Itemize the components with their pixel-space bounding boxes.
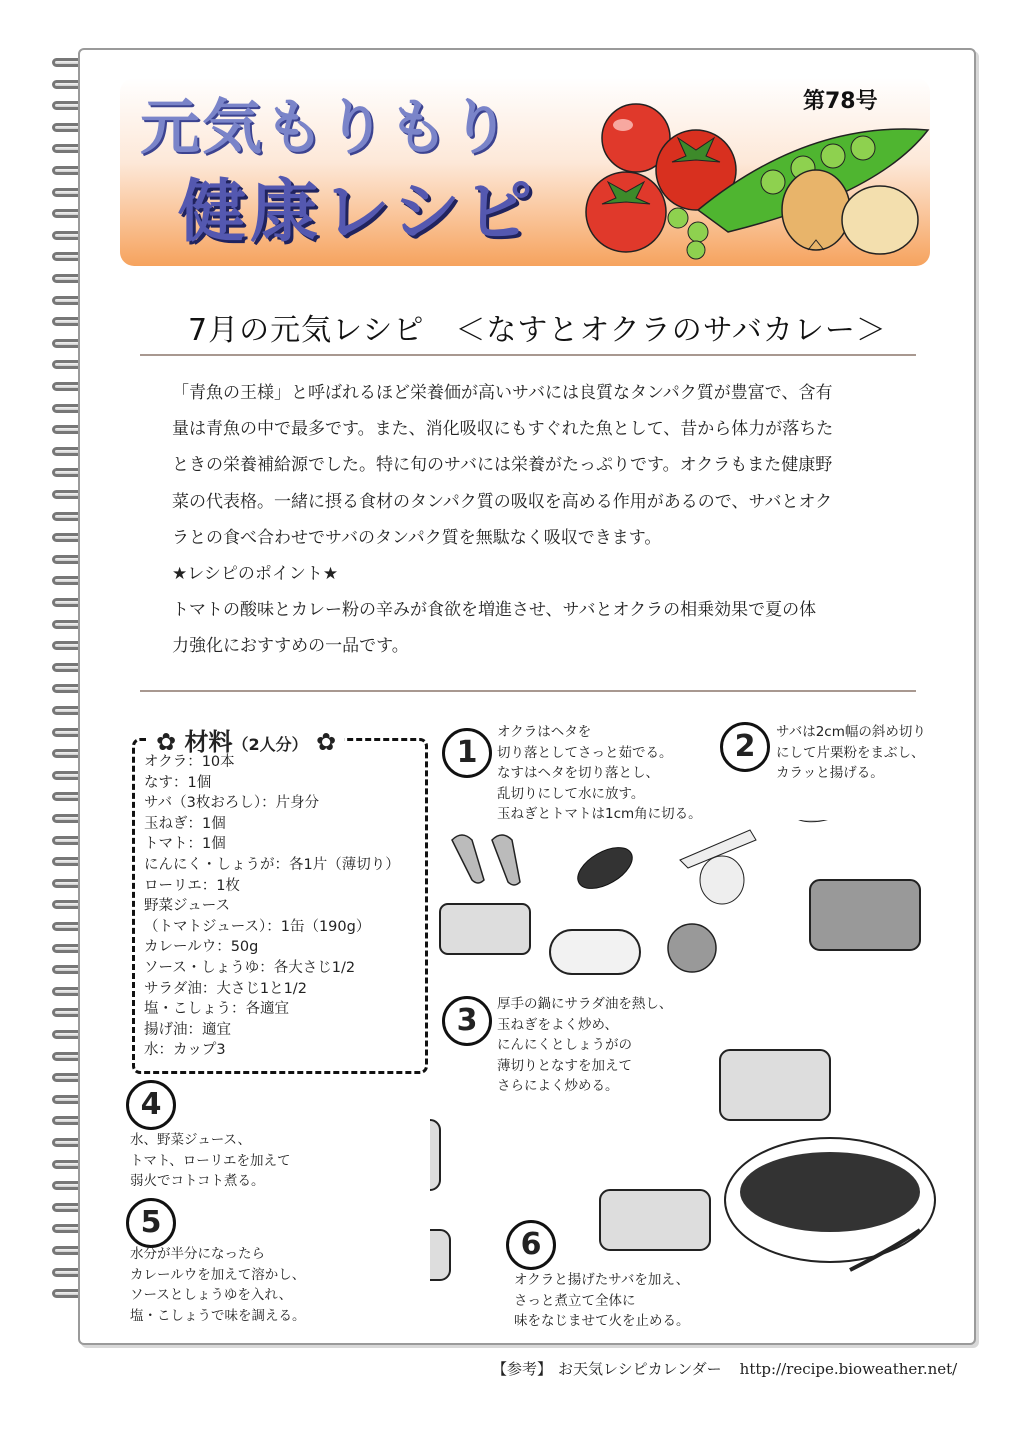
ingredient-item: 水：カップ3 xyxy=(144,1042,226,1059)
intro-line: ラとの食べ合わせでサバのタンパク質を無駄なく吸収できます。 xyxy=(172,527,662,548)
ingredient-item: （トマトジュース）：1缶（190g） xyxy=(144,918,371,935)
ingredient-item: オクラ：10本 xyxy=(144,754,235,770)
step-5-number: 5 xyxy=(126,1198,176,1248)
intro-line: 「青魚の王様」と呼ばれるほど栄養価が高いサバには良質なタンパク質が豊富で、含有 xyxy=(172,383,833,403)
footer-ref-label: 【参考】 xyxy=(492,1360,553,1378)
vegetables-illustration xyxy=(578,100,938,265)
step-1-number: 1 xyxy=(442,728,492,778)
ingredient-item: なす：1個 xyxy=(144,774,212,791)
tomato-icon xyxy=(586,172,666,252)
tomato-icon xyxy=(668,924,716,972)
ingredient-item: 塩・こしょう：各適宜 xyxy=(144,1001,289,1018)
issue-number: 第78号 xyxy=(803,89,878,114)
step-3-text: 厚手の鍋にサラダ油を熱し、 玉ねぎをよく炒め、 にんにくとしょうがの 薄切りとなすを加えて さらによく炒める。 xyxy=(497,996,673,1094)
step-6-number: 6 xyxy=(506,1220,556,1270)
ingredient-item: にんにく・しょうが：各1片（薄切り） xyxy=(144,856,400,873)
ingredients-list xyxy=(144,752,400,1061)
ingredient-item: 野菜ジュース xyxy=(144,898,230,915)
ingredients-servings: （2人分） xyxy=(232,735,308,754)
onion-icon xyxy=(700,856,744,904)
divider xyxy=(140,690,916,692)
step-2-number: 2 xyxy=(720,722,770,772)
divider xyxy=(140,354,916,356)
ingredient-item: ローリエ：1枚 xyxy=(144,877,240,894)
step-3-number: 3 xyxy=(442,996,492,1046)
header-title-line1: 元気もりもり xyxy=(140,93,512,163)
ingredients-heading-label: 材料 xyxy=(184,728,233,756)
intro-point-heading: ★レシピのポイント★ xyxy=(172,564,339,585)
ingredient-item: 揚げ油：適宜 xyxy=(144,1021,231,1038)
step-4-number: 4 xyxy=(126,1080,176,1130)
flower-icon: ✿ xyxy=(156,728,185,756)
step-2-text: サバは2cm幅の斜め切り にして片栗粉をまぶし、 カラッと揚げる。 xyxy=(776,724,926,781)
intro-line: 菜の代表格。一緒に摂る食材のタンパク質の吸収を高める作用があるので、サバとオク xyxy=(172,491,833,512)
ingredient-item: ソース・しょうゆ：各大さじ1/2 xyxy=(144,959,356,976)
recipe-title: 7月の元気レシピ ＜なすとオクラのサバカレー＞ xyxy=(188,313,887,348)
step-5-text: 水分が半分になったら カレールウを加えて溶かし、 ソースとしょうゆを入れ、 塩・こしょうで味を調える。 xyxy=(130,1246,306,1324)
intro-line: 力強化におすすめの一品です。 xyxy=(172,636,409,657)
intro-line: ときの栄養補給源でした。特に旬のサバには栄養がたっぷりです。オクラもまた健康野 xyxy=(172,455,833,476)
ingredient-item: トマト：1個 xyxy=(144,836,226,853)
ingredient-item: サバ（3枚おろし）：片身分 xyxy=(144,795,320,812)
ingredient-item: カレールウ：50g xyxy=(144,939,259,956)
okra-icon xyxy=(452,835,520,885)
onion-icon xyxy=(782,170,850,250)
footer-reference xyxy=(492,1358,957,1379)
header-title-line2: 健康レシピ xyxy=(178,173,537,252)
intro-line: トマトの酸味とカレー粉の辛みが食欲を増進させ、サバとオクラの相乗効果で夏の体 xyxy=(172,600,817,621)
ingredient-item: 玉ねぎ：1個 xyxy=(144,815,226,832)
step-1-text: オクラはヘタを 切り落としてさっと茹でる。 なすはヘタを切り落とし、 乱切りにして水に放す。 玉ねぎとトマトは1cm角に切る。 xyxy=(497,724,702,822)
intro-text xyxy=(172,375,912,665)
intro-line: 量は青魚の中で最多です。また、消化吸収にもすぐれた魚として、昔から体力が落ちた xyxy=(172,419,834,440)
footer-source: お天気レシピカレンダー xyxy=(558,1360,722,1378)
ingredient-item: サラダ油：大さじ1と1/2 xyxy=(144,980,307,997)
flower-icon: ✿ xyxy=(307,728,337,756)
curry-bowl-icon xyxy=(725,1138,935,1262)
footer-url: http://recipe.bioweather.net/ xyxy=(739,1360,958,1378)
onion-icon xyxy=(842,186,918,254)
eggplant-icon xyxy=(571,839,639,897)
step-4-text: 水、野菜ジュース、 トマト、ローリエを加えて 弱火でコトコト煮る。 xyxy=(130,1132,291,1189)
step-6-text: オクラと揚げたサバを加え、 さっと煮立て全体に 味をなじませて火を止める。 xyxy=(514,1272,690,1329)
cooking-illustrations xyxy=(430,820,950,1290)
mackerel-icon xyxy=(786,820,873,831)
